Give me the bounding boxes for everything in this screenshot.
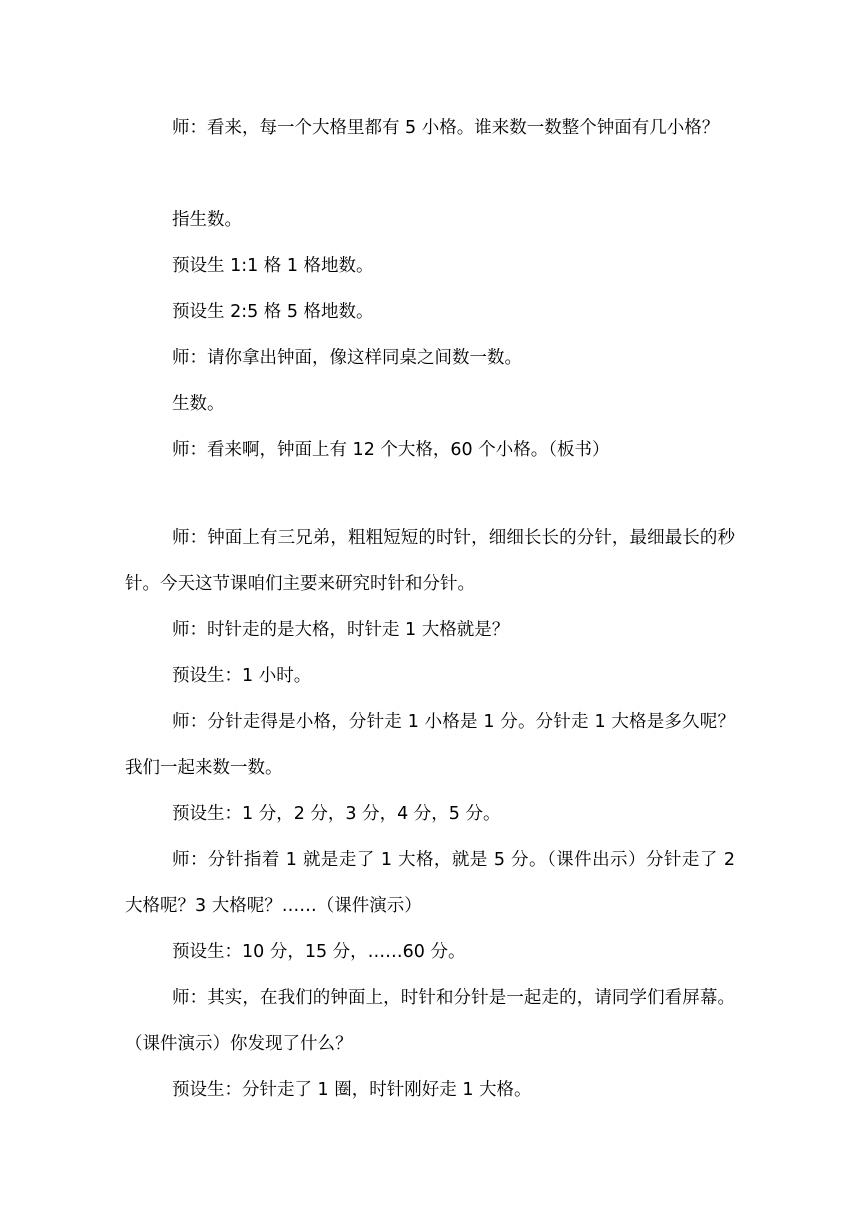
paragraph-10: 预设生：1 小时。: [172, 666, 312, 686]
paragraph-5: 师：请你拿出钟面，像这样同桌之间数一数。: [172, 348, 522, 368]
paragraph-11: 师：分针走得是小格，分针走 1 小格是 1 分。分针走 1 大格是多久呢？我们一起来数一数。: [125, 712, 735, 778]
paragraph-15: 师：其实，在我们的钟面上，时针和分针是一起走的，请同学们看屏幕。（课件演示）你发现了什么？: [125, 988, 735, 1054]
paragraph-7: 师：看来啊，钟面上有 12 个大格，60 个小格。（板书）: [172, 440, 610, 460]
paragraph-4: 预设生 2:5 格 5 格地数。: [172, 302, 374, 322]
paragraph-13: 师：分针指着 1 就是走了 1 大格，就是 5 分。（课件出示）分针走了 2 大格呢？3 大格呢？……（课件演示）: [125, 850, 735, 916]
paragraph-16: 预设生：分针走了 1 圈，时针刚好走 1 大格。: [172, 1080, 532, 1100]
paragraph-2: 指生数。: [172, 210, 242, 230]
paragraph-3: 预设生 1:1 格 1 格地数。: [172, 256, 374, 276]
paragraph-1: 师：看来，每一个大格里都有 5 小格。谁来数一数整个钟面有几小格？: [172, 118, 720, 138]
paragraph-9: 师：时针走的是大格，时针走 1 大格就是？: [172, 620, 510, 640]
paragraph-6: 生数。: [172, 394, 225, 414]
paragraph-12: 预设生：1 分，2 分，3 分，4 分，5 分。: [172, 804, 501, 824]
paragraph-8: 师：钟面上有三兄弟，粗粗短短的时针，细细长长的分针，最细最长的秒针。今天这节课咱们主要来研究时针和分针。: [125, 528, 735, 594]
paragraph-14: 预设生：10 分，15 分，……60 分。: [172, 942, 466, 962]
